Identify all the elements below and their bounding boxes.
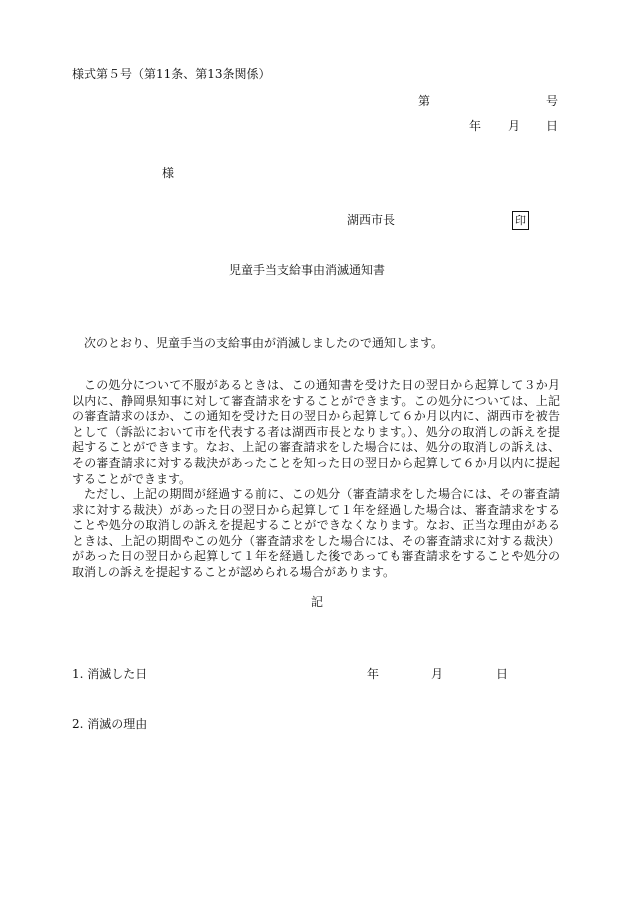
- appeal-paragraph-1: この処分について不服があるときは、この通知書を受けた日の翌日から起算して３か月以内に、静岡県知事に対して審査請求をすることができます。この処分については、上記の審査請求のほか、この通知を受けた日の翌日から起算して６か月以内に、湖西市を被告として（訴訟において市を代表する者は湖西市長となります。）、処分の取消しの訴えを提起することができます。なお、上記の審査請求をした場合には、処分の取消しの訴えは、その審査請求に対する裁決があったことを知った日の翌日から起算して６か月以内に提起することができます。: [72, 378, 560, 486]
- item-date-year: 年: [367, 667, 380, 681]
- header-day: 日: [546, 119, 559, 133]
- document-title: 児童手当支給事由消滅通知書: [229, 263, 386, 277]
- header-month: 月: [508, 119, 521, 133]
- number-prefix: 第: [418, 94, 431, 108]
- item-date-month: 月: [431, 667, 444, 681]
- item-reason-label: 2. 消滅の理由: [72, 717, 148, 731]
- record-heading: 記: [311, 595, 324, 609]
- form-label: 様式第５号（第11条、第13条関係）: [72, 67, 271, 81]
- seal-box: 印: [512, 211, 529, 230]
- notice-text: 次のとおり、児童手当の支給事由が消滅しましたので通知します。: [84, 336, 444, 350]
- number-suffix: 号: [546, 94, 559, 108]
- item-date-day: 日: [496, 667, 509, 681]
- addressee-honorific: 様: [162, 166, 175, 180]
- item-date-label: 1. 消滅した日: [72, 667, 148, 681]
- appeal-paragraph-2: ただし、上記の期間が経過する前に、この処分（審査請求をした場合には、その審査請求に対する裁決）があった日の翌日から起算して１年を経過した場合は、審査請求をすることや処分の取消しの訴えを提起することができなくなります。なお、正当な理由があるときは、上記の期間やこの処分（審査請求をした場合には、その審査請求に対する裁決）があった日の翌日から起算して１年を経過した後であっても審査請求をすることや処分の取消しの訴えを提起することが認められる場合があります。: [72, 487, 560, 579]
- issuer-name: 湖西市長: [347, 213, 396, 227]
- header-year: 年: [469, 119, 482, 133]
